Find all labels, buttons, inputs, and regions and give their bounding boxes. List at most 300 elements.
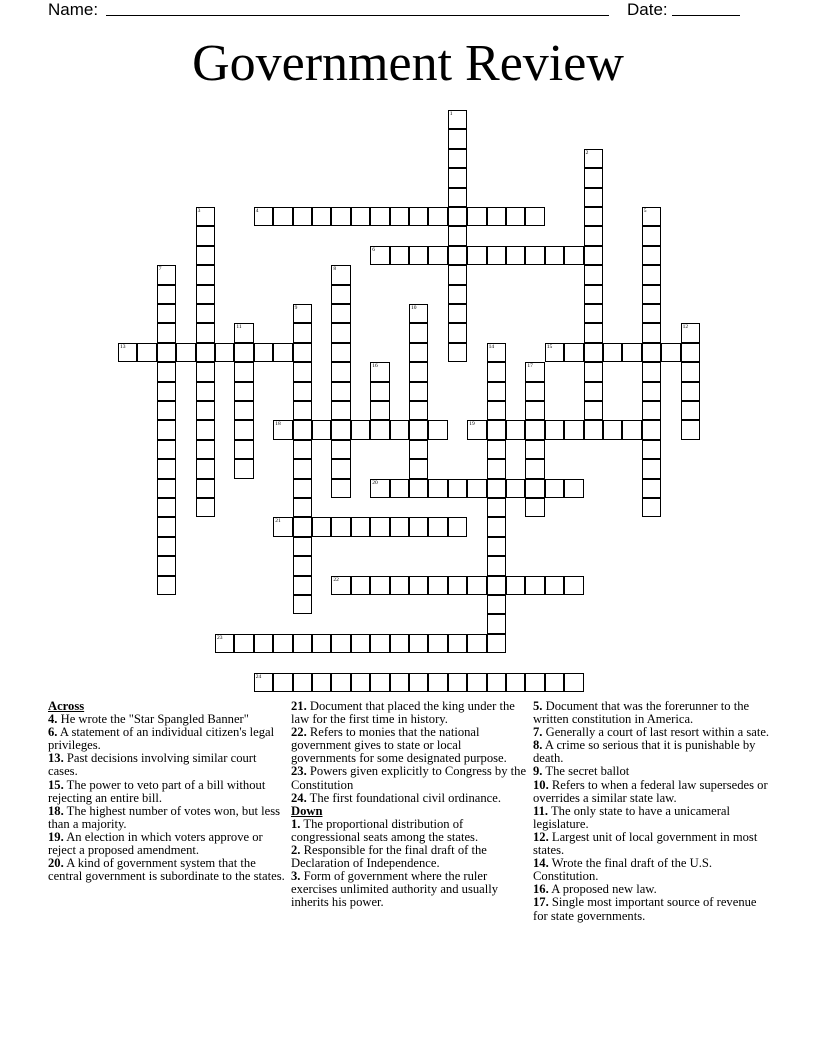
crossword-cell[interactable] xyxy=(448,343,467,362)
crossword-cell[interactable] xyxy=(564,343,583,362)
crossword-cell[interactable] xyxy=(157,537,176,556)
crossword-cell[interactable] xyxy=(525,576,544,595)
crossword-cell[interactable] xyxy=(409,673,428,692)
clue-text: Generally a court of last resort within a sate. xyxy=(542,725,770,740)
crossword-cell[interactable] xyxy=(293,207,312,226)
crossword-cell[interactable] xyxy=(428,207,447,226)
crossword-cell[interactable] xyxy=(293,498,312,517)
crossword-cell[interactable] xyxy=(234,459,253,478)
crossword-cell[interactable] xyxy=(157,556,176,575)
crossword-cell[interactable] xyxy=(234,323,253,342)
crossword-cell[interactable] xyxy=(487,479,506,498)
crossword-cell[interactable] xyxy=(409,420,428,439)
crossword-cell[interactable] xyxy=(487,459,506,478)
crossword-cell[interactable] xyxy=(525,459,544,478)
crossword-cell[interactable] xyxy=(409,459,428,478)
crossword-cell[interactable] xyxy=(409,576,428,595)
crossword-cell[interactable] xyxy=(312,634,331,653)
crossword-cell[interactable] xyxy=(157,304,176,323)
crossword-cell[interactable] xyxy=(642,246,661,265)
crossword-cell[interactable] xyxy=(642,382,661,401)
clue-item xyxy=(48,831,286,857)
crossword-cell[interactable] xyxy=(409,246,428,265)
crossword-cell[interactable] xyxy=(661,343,680,362)
crossword-cell[interactable] xyxy=(487,614,506,633)
crossword-cell[interactable] xyxy=(390,479,409,498)
clue-text: Powers given explicitly to Congress by the Constitution xyxy=(291,764,527,792)
crossword-cell[interactable] xyxy=(293,479,312,498)
crossword-cell[interactable] xyxy=(312,420,331,439)
crossword-cell[interactable] xyxy=(448,226,467,245)
crossword-cell[interactable] xyxy=(234,440,253,459)
crossword-cell[interactable] xyxy=(487,556,506,575)
crossword-cell[interactable] xyxy=(409,479,428,498)
across-heading: Across xyxy=(48,699,85,713)
crossword-cell[interactable] xyxy=(331,323,350,342)
crossword-cell[interactable] xyxy=(293,323,312,342)
crossword-cell[interactable] xyxy=(525,479,544,498)
crossword-cell[interactable] xyxy=(273,420,292,439)
crossword-cell[interactable] xyxy=(642,440,661,459)
crossword-cell[interactable] xyxy=(448,576,467,595)
clue-number: 13 xyxy=(120,343,126,350)
crossword-cell[interactable] xyxy=(273,207,292,226)
crossword-cell[interactable] xyxy=(642,362,661,381)
clue-number-label: 24. xyxy=(291,790,307,805)
crossword-cell[interactable] xyxy=(254,673,273,692)
crossword-cell[interactable] xyxy=(525,440,544,459)
crossword-cell[interactable] xyxy=(642,420,661,439)
clue-number: 7 xyxy=(158,266,162,273)
crossword-cell[interactable] xyxy=(312,673,331,692)
crossword-cell[interactable] xyxy=(196,265,215,284)
crossword-cell[interactable] xyxy=(409,362,428,381)
clue-item xyxy=(533,739,771,765)
crossword-cell[interactable] xyxy=(564,246,583,265)
crossword-cell[interactable] xyxy=(487,576,506,595)
crossword-cell[interactable] xyxy=(370,420,389,439)
crossword-cell[interactable] xyxy=(525,673,544,692)
crossword-cell[interactable] xyxy=(157,323,176,342)
crossword-cell[interactable] xyxy=(584,362,603,381)
crossword-cell[interactable] xyxy=(584,343,603,362)
crossword-cell[interactable] xyxy=(196,479,215,498)
crossword-cell[interactable] xyxy=(351,517,370,536)
crossword-cell[interactable] xyxy=(448,673,467,692)
crossword-cell[interactable] xyxy=(506,576,525,595)
crossword-cell[interactable] xyxy=(584,226,603,245)
crossword-cell[interactable] xyxy=(293,595,312,614)
crossword-cell[interactable] xyxy=(234,420,253,439)
crossword-cell[interactable] xyxy=(545,343,564,362)
crossword-cell[interactable] xyxy=(234,343,253,362)
crossword-cell[interactable] xyxy=(312,517,331,536)
clue-text: Responsible for the final draft of the Declaration of Independence. xyxy=(291,843,487,871)
crossword-cell[interactable] xyxy=(254,634,273,653)
clue-number-label: 16. xyxy=(533,882,549,897)
crossword-cell[interactable] xyxy=(584,304,603,323)
crossword-cell[interactable] xyxy=(273,673,292,692)
crossword-cell[interactable] xyxy=(176,343,195,362)
crossword-cell[interactable] xyxy=(331,459,350,478)
crossword-cell[interactable] xyxy=(448,188,467,207)
crossword-cell[interactable] xyxy=(390,420,409,439)
crossword-cell[interactable] xyxy=(196,246,215,265)
clue-number-label: 14. xyxy=(533,856,549,871)
crossword-cell[interactable] xyxy=(584,168,603,187)
clue-number: 9 xyxy=(294,305,298,311)
crossword-cell[interactable] xyxy=(409,382,428,401)
crossword-cell[interactable] xyxy=(157,265,176,284)
crossword-cell[interactable] xyxy=(196,440,215,459)
crossword-cell[interactable] xyxy=(448,479,467,498)
crossword-cell[interactable] xyxy=(196,226,215,245)
crossword-cell[interactable] xyxy=(331,401,350,420)
crossword-cell[interactable] xyxy=(428,576,447,595)
clue-item xyxy=(48,805,286,831)
crossword-cell[interactable] xyxy=(448,207,467,226)
crossword-cell[interactable] xyxy=(196,420,215,439)
crossword-cell[interactable] xyxy=(487,517,506,536)
clue-number: 18 xyxy=(275,421,281,428)
crossword-cell[interactable] xyxy=(254,207,273,226)
crossword-cell[interactable] xyxy=(487,246,506,265)
crossword-cell[interactable] xyxy=(467,246,486,265)
crossword-cell[interactable] xyxy=(351,420,370,439)
crossword-cell[interactable] xyxy=(622,420,641,439)
crossword-cell[interactable] xyxy=(642,498,661,517)
crossword-cell[interactable] xyxy=(564,576,583,595)
crossword-cell[interactable] xyxy=(234,401,253,420)
clue-number: 8 xyxy=(333,266,337,273)
crossword-cell[interactable] xyxy=(234,362,253,381)
crossword-cell[interactable] xyxy=(642,207,661,226)
crossword-cell[interactable] xyxy=(273,517,292,536)
crossword-cell[interactable] xyxy=(370,207,389,226)
crossword-cell[interactable] xyxy=(428,517,447,536)
crossword-cell[interactable] xyxy=(157,382,176,401)
crossword-cell[interactable] xyxy=(409,323,428,342)
crossword-cell[interactable] xyxy=(331,440,350,459)
crossword-cell[interactable] xyxy=(603,420,622,439)
crossword-cell[interactable] xyxy=(157,440,176,459)
crossword-cell[interactable] xyxy=(370,634,389,653)
clue-item xyxy=(291,792,529,805)
crossword-cell[interactable] xyxy=(351,673,370,692)
clue-number-label: 12. xyxy=(533,829,549,844)
crossword-cell[interactable] xyxy=(487,420,506,439)
crossword-cell[interactable] xyxy=(157,479,176,498)
clue-number-label: 3. xyxy=(291,869,301,884)
crossword-cell[interactable] xyxy=(681,420,700,439)
crossword-cell[interactable] xyxy=(196,285,215,304)
crossword-cell[interactable] xyxy=(525,401,544,420)
crossword-cell[interactable] xyxy=(331,382,350,401)
crossword-cell[interactable] xyxy=(196,207,215,226)
crossword-cell[interactable] xyxy=(487,440,506,459)
crossword-cell[interactable] xyxy=(584,420,603,439)
crossword-cell[interactable] xyxy=(196,304,215,323)
crossword-cell[interactable] xyxy=(642,226,661,245)
crossword-cell[interactable] xyxy=(293,304,312,323)
crossword-cell[interactable] xyxy=(448,517,467,536)
crossword-cell[interactable] xyxy=(584,323,603,342)
crossword-cell[interactable] xyxy=(331,576,350,595)
crossword-cell[interactable] xyxy=(584,285,603,304)
crossword-cell[interactable] xyxy=(351,634,370,653)
crossword-cell[interactable] xyxy=(428,246,447,265)
crossword-cell[interactable] xyxy=(215,343,234,362)
crossword-cell[interactable] xyxy=(525,498,544,517)
clue-number: 23 xyxy=(217,634,223,641)
crossword-cell[interactable] xyxy=(564,479,583,498)
crossword-cell[interactable] xyxy=(487,362,506,381)
crossword-cell[interactable] xyxy=(487,673,506,692)
crossword-cell[interactable] xyxy=(564,420,583,439)
crossword-cell[interactable] xyxy=(506,673,525,692)
clue-text: Past decisions involving similar court cases. xyxy=(48,751,257,779)
crossword-cell[interactable] xyxy=(370,673,389,692)
crossword-cell[interactable] xyxy=(293,440,312,459)
crossword-cell[interactable] xyxy=(681,343,700,362)
crossword-cell[interactable] xyxy=(293,576,312,595)
crossword-cell[interactable] xyxy=(157,343,176,362)
crossword-cell[interactable] xyxy=(487,498,506,517)
crossword-cell[interactable] xyxy=(448,285,467,304)
crossword-cell[interactable] xyxy=(448,246,467,265)
crossword-cell[interactable] xyxy=(370,246,389,265)
crossword-cell[interactable] xyxy=(564,673,583,692)
crossword-cell[interactable] xyxy=(642,459,661,478)
crossword-cell[interactable] xyxy=(293,634,312,653)
clue-item xyxy=(48,752,286,778)
crossword-cell[interactable] xyxy=(448,304,467,323)
crossword-cell[interactable] xyxy=(293,459,312,478)
crossword-cell[interactable] xyxy=(409,517,428,536)
crossword-cell[interactable] xyxy=(390,634,409,653)
crossword-cell[interactable] xyxy=(331,343,350,362)
crossword-cell[interactable] xyxy=(331,479,350,498)
crossword-cell[interactable] xyxy=(293,537,312,556)
crossword-cell[interactable] xyxy=(409,304,428,323)
crossword-cell[interactable] xyxy=(196,362,215,381)
crossword-cell[interactable] xyxy=(370,401,389,420)
crossword-cell[interactable] xyxy=(428,673,447,692)
crossword-cell[interactable] xyxy=(506,207,525,226)
crossword-cell[interactable] xyxy=(370,382,389,401)
crossword-cell[interactable] xyxy=(467,207,486,226)
crossword-cell[interactable] xyxy=(331,673,350,692)
crossword-cell[interactable] xyxy=(331,362,350,381)
crossword-cell[interactable] xyxy=(390,246,409,265)
crossword-cell[interactable] xyxy=(487,401,506,420)
crossword-cell[interactable] xyxy=(584,207,603,226)
crossword-cell[interactable] xyxy=(487,634,506,653)
crossword-cell[interactable] xyxy=(331,304,350,323)
crossword-cell[interactable] xyxy=(487,595,506,614)
crossword-cell[interactable] xyxy=(584,401,603,420)
crossword-cell[interactable] xyxy=(196,323,215,342)
crossword-cell[interactable] xyxy=(642,401,661,420)
crossword-cell[interactable] xyxy=(390,576,409,595)
crossword-cell[interactable] xyxy=(525,362,544,381)
crossword-cell[interactable] xyxy=(642,285,661,304)
crossword-cell[interactable] xyxy=(331,634,350,653)
crossword-cell[interactable] xyxy=(681,323,700,342)
crossword-cell[interactable] xyxy=(370,362,389,381)
crossword-cell[interactable] xyxy=(487,382,506,401)
clue-item xyxy=(533,779,771,805)
crossword-cell[interactable] xyxy=(157,285,176,304)
crossword-cell[interactable] xyxy=(681,401,700,420)
crossword-cell[interactable] xyxy=(448,129,467,148)
crossword-cell[interactable] xyxy=(525,207,544,226)
clue-number-label: 9. xyxy=(533,764,543,779)
crossword-cell[interactable] xyxy=(137,343,156,362)
crossword-cell[interactable] xyxy=(525,246,544,265)
crossword-cell[interactable] xyxy=(215,634,234,653)
crossword-cell[interactable] xyxy=(467,420,486,439)
crossword-cell[interactable] xyxy=(254,343,273,362)
clue-number-label: 5. xyxy=(533,699,543,713)
crossword-cell[interactable] xyxy=(390,207,409,226)
crossword-cell[interactable] xyxy=(293,382,312,401)
crossword-cell[interactable] xyxy=(331,285,350,304)
crossword-cell[interactable] xyxy=(293,362,312,381)
clue-item xyxy=(533,896,771,922)
crossword-cell[interactable] xyxy=(506,246,525,265)
crossword-cell[interactable] xyxy=(467,479,486,498)
crossword-cell[interactable] xyxy=(293,673,312,692)
crossword-cell[interactable] xyxy=(428,420,447,439)
crossword-cell[interactable] xyxy=(293,420,312,439)
crossword-cell[interactable] xyxy=(331,517,350,536)
crossword-cell[interactable] xyxy=(370,517,389,536)
crossword-cell[interactable] xyxy=(234,382,253,401)
crossword-cell[interactable] xyxy=(196,459,215,478)
clue-item xyxy=(533,700,771,726)
crossword-cell[interactable] xyxy=(545,479,564,498)
crossword-cell[interactable] xyxy=(506,420,525,439)
crossword-cell[interactable] xyxy=(467,634,486,653)
crossword-cell[interactable] xyxy=(157,401,176,420)
crossword-cell[interactable] xyxy=(409,440,428,459)
name-label: Name: xyxy=(48,0,99,19)
crossword-cell[interactable] xyxy=(603,343,622,362)
crossword-cell[interactable] xyxy=(642,479,661,498)
crossword-cell[interactable] xyxy=(487,343,506,362)
crossword-cell[interactable] xyxy=(584,265,603,284)
crossword-cell[interactable] xyxy=(642,304,661,323)
crossword-cell[interactable] xyxy=(545,576,564,595)
clue-number-label: 21. xyxy=(291,699,307,713)
crossword-cell[interactable] xyxy=(370,479,389,498)
crossword-cell[interactable] xyxy=(293,556,312,575)
clue-number: 1 xyxy=(449,111,453,117)
crossword-cell[interactable] xyxy=(642,265,661,284)
crossword-cell[interactable] xyxy=(157,498,176,517)
crossword-cell[interactable] xyxy=(293,517,312,536)
crossword-cell[interactable] xyxy=(293,401,312,420)
clue-number: 24 xyxy=(255,673,262,680)
crossword-cell[interactable] xyxy=(390,673,409,692)
crossword-cell[interactable] xyxy=(448,634,467,653)
clue-item xyxy=(533,857,771,883)
crossword-cell[interactable] xyxy=(487,537,506,556)
crossword-cell[interactable] xyxy=(351,576,370,595)
crossword-cell[interactable] xyxy=(196,498,215,517)
crossword-cell[interactable] xyxy=(681,382,700,401)
crossword-cell[interactable] xyxy=(273,343,292,362)
crossword-cell[interactable] xyxy=(428,479,447,498)
crossword-cell[interactable] xyxy=(234,634,253,653)
crossword-cell[interactable] xyxy=(487,207,506,226)
crossword-cell[interactable] xyxy=(157,576,176,595)
crossword-cell[interactable] xyxy=(273,634,292,653)
crossword-cell[interactable] xyxy=(118,343,137,362)
crossword-cell[interactable] xyxy=(196,382,215,401)
crossword-cell[interactable] xyxy=(622,343,641,362)
crossword-cell[interactable] xyxy=(525,420,544,439)
crossword-cell[interactable] xyxy=(390,517,409,536)
crossword-cell[interactable] xyxy=(293,343,312,362)
crossword-cell[interactable] xyxy=(642,343,661,362)
crossword-cell[interactable] xyxy=(584,382,603,401)
crossword-cell[interactable] xyxy=(157,420,176,439)
crossword-cell[interactable] xyxy=(545,673,564,692)
crossword-cell[interactable] xyxy=(351,207,370,226)
crossword-cell[interactable] xyxy=(448,110,467,129)
crossword-cell[interactable] xyxy=(448,149,467,168)
crossword-cell[interactable] xyxy=(157,362,176,381)
crossword-cell[interactable] xyxy=(448,168,467,187)
crossword-cell[interactable] xyxy=(196,401,215,420)
crossword-cell[interactable] xyxy=(506,479,525,498)
crossword-cell[interactable] xyxy=(525,382,544,401)
crossword-cell[interactable] xyxy=(331,207,350,226)
crossword-cell[interactable] xyxy=(545,246,564,265)
crossword-cell[interactable] xyxy=(409,401,428,420)
clue-item xyxy=(533,831,771,857)
crossword-cell[interactable] xyxy=(409,207,428,226)
crossword-cell[interactable] xyxy=(467,673,486,692)
crossword-cell[interactable] xyxy=(157,459,176,478)
crossword-cell[interactable] xyxy=(409,343,428,362)
crossword-cell[interactable] xyxy=(467,576,486,595)
crossword-cell[interactable] xyxy=(428,634,447,653)
crossword-cell[interactable] xyxy=(584,246,603,265)
crossword-cell[interactable] xyxy=(584,149,603,168)
clues-column-3 xyxy=(533,700,771,923)
crossword-cell[interactable] xyxy=(370,576,389,595)
crossword-cell[interactable] xyxy=(196,343,215,362)
crossword-cell[interactable] xyxy=(312,207,331,226)
crossword-cell[interactable] xyxy=(681,362,700,381)
crossword-cell[interactable] xyxy=(448,265,467,284)
page-title: Government Review xyxy=(192,35,624,92)
crossword-cell[interactable] xyxy=(584,188,603,207)
crossword-cell[interactable] xyxy=(157,517,176,536)
clue-text: A statement of an individual citizen's legal privileges. xyxy=(48,725,275,753)
crossword-cell[interactable] xyxy=(409,634,428,653)
clue-text: A crime so serious that it is punishable by death. xyxy=(533,738,756,766)
crossword-cell[interactable] xyxy=(642,323,661,342)
crossword-cell[interactable] xyxy=(331,265,350,284)
crossword-cell[interactable] xyxy=(331,420,350,439)
crossword-cell[interactable] xyxy=(448,323,467,342)
clue-text: A kind of government system that the central government is subordinate to the states. xyxy=(48,856,285,884)
crossword-cell[interactable] xyxy=(545,420,564,439)
